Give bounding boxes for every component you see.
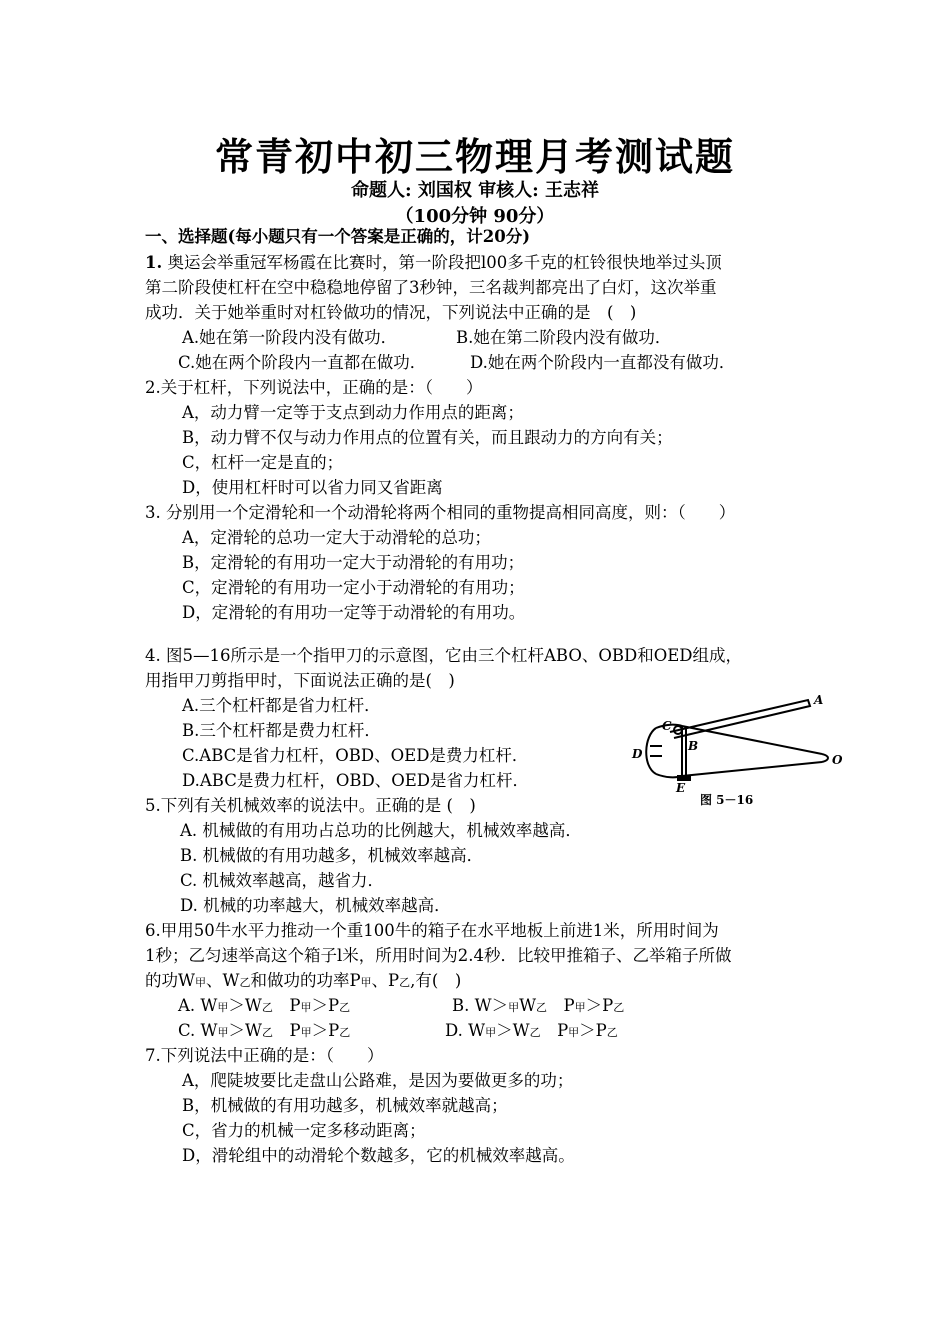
q6-option-d: [445, 1021, 618, 1043]
q1-option-b: B.她在第二阶段内没有做功．: [456, 328, 672, 347]
subscript-jia: 甲: [485, 1026, 497, 1039]
q5-option-d: D. 机械的功率越大，机械效率越高．: [180, 896, 451, 915]
figure-label-b: B: [688, 739, 699, 753]
q6-option-c: [178, 1021, 350, 1043]
q5-option-b: B. 机械做的有用功越多，机械效率越高．: [180, 846, 484, 865]
subscript-jia: 甲: [217, 1001, 229, 1014]
q2-stem: 2.关于杠杆，下列说法中，正确的是：（ ）: [145, 378, 483, 397]
figure-label-d: D: [632, 747, 643, 761]
authors-line: 命题人: 刘国权 审核人: 王志祥: [350, 180, 600, 201]
q7-option-b: B，机械做的有用功越多，机械效率就越高；: [182, 1096, 508, 1115]
q1-number: 1.: [145, 253, 163, 272]
subscript-yi: 乙: [339, 1026, 351, 1039]
q2-option-c: C，杠杆一定是直的；: [182, 453, 344, 472]
subscript-jia: 甲: [568, 1026, 580, 1039]
nail-clipper-drawing: [646, 700, 828, 780]
q6-opt-text: W: [519, 996, 537, 1015]
q7-stem: 7.下列说法中正确的是：（ ）: [145, 1046, 384, 1065]
subscript-jia: 甲: [508, 1001, 520, 1014]
q1-option-a: A.她在第一阶段内没有做功．: [182, 328, 398, 347]
q6-line1: 6.甲用50牛水平力推动一个重100牛的箱子在水平地板上前进1米，所用时间为: [145, 921, 719, 940]
q3-option-d: D，定滑轮的有用功一定等于动滑轮的有用功。: [182, 603, 526, 622]
q6-opt-text: A. W: [178, 996, 218, 1015]
q6-text: 、W: [205, 971, 240, 990]
q1-line3: 成功．关于她举重时对杠铃做功的情况，下列说法中正确的是 ( ): [145, 303, 637, 322]
q3-stem: 3. 分别用一个定滑轮和一个动滑轮将两个相同的重物提高相同高度，则：（ ）: [145, 503, 736, 522]
page-title: 常青初中初三物理月考测试题: [214, 134, 735, 179]
subscript-yi: 乙: [261, 1001, 273, 1014]
pivot-end: [822, 754, 828, 762]
pin-base-e: [678, 776, 690, 780]
subscript-jia: 甲: [300, 1026, 312, 1039]
subscript-yi: 乙: [261, 1026, 273, 1039]
q6-opt-text: ＞P: [311, 996, 340, 1015]
figure-label-a: A: [814, 693, 824, 707]
blade-edges: [650, 746, 662, 756]
q1-line2: 第二阶段使杠杆在空中稳稳地停留了3秒钟，三名裁判都亮出了白灯，这次举重: [145, 278, 717, 297]
q6-opt-text: ＞W: [228, 1021, 262, 1040]
q3-option-c: C，定滑轮的有用功一定小于动滑轮的有用功；: [182, 578, 525, 597]
subscript-yi: 乙: [536, 1001, 548, 1014]
q4-option-a: A.三个杠杆都是省力杠杆．: [182, 696, 381, 715]
q7-option-d: D，滑轮组中的动滑轮个数越多，它的机械效率越高。: [182, 1146, 575, 1165]
q1-option-d: D.她在两个阶段内一直都没有做功．: [470, 353, 736, 372]
subscript-jia: 甲: [194, 976, 206, 989]
subscript-yi: 乙: [613, 1001, 625, 1014]
figure-caption: 图 5－16: [700, 793, 754, 807]
q3-option-a: A，定滑轮的总功一定大于动滑轮的总功；: [182, 528, 491, 547]
q4-option-d: D.ABC是费力杠杆，OBD、OED是省力杠杆．: [182, 771, 530, 790]
subscript-yi: 乙: [606, 1026, 618, 1039]
pin-be: [682, 726, 686, 778]
q5-stem: 5.下列有关机械效率的说法中。正确的是 ( ): [145, 796, 476, 815]
q6-opt-text: P: [547, 996, 575, 1015]
section-heading: 一、选择题(每小题只有一个答案是正确的，计20分): [145, 227, 531, 246]
q4-option-b: B.三个杠杆都是费力杠杆．: [182, 721, 381, 740]
q7-option-c: C，省力的机械一定多移动距离；: [182, 1121, 426, 1140]
q4-line2: 用指甲刀剪指甲时，下面说法正确的是( ): [145, 671, 455, 690]
q6-line2: 1秒；乙匀速举高这个箱子l米，所用时间为2.4秒．比较甲推箱子、乙举箱子所做: [145, 946, 732, 965]
q6-text: 和做功的功率P: [250, 971, 361, 990]
subscript-jia: 甲: [300, 1001, 312, 1014]
q6-option-b: [452, 996, 624, 1018]
q6-opt-text: D. W: [445, 1021, 486, 1040]
subscript-yi: 乙: [399, 976, 411, 989]
q6-opt-text: P: [540, 1021, 569, 1040]
q6-line3: [145, 971, 461, 993]
clipper-head: [646, 728, 656, 774]
figure-label-e: E: [676, 781, 686, 795]
q6-opt-text: ＞P: [311, 1021, 340, 1040]
q4-line1: 4. 图5—16所示是一个指甲刀的示意图，它由三个杠杆ABO、OBD和OED组成，: [145, 646, 743, 665]
q6-opt-text: P: [272, 1021, 301, 1040]
q2-option-a: A，动力臂一定等于支点到动力作用点的距离；: [182, 403, 524, 422]
q6-text: 、P: [371, 971, 400, 990]
nail-clipper-figure: [626, 690, 854, 810]
q6-opt-text: ＞P: [579, 1021, 607, 1040]
subscript-yi: 乙: [529, 1026, 541, 1039]
q6-text: ,有( ): [410, 971, 462, 990]
q1-line1-text: 奥运会举重冠军杨霞在比赛时，第一阶段把l00多千克的杠铃很快地举过头顶: [162, 253, 722, 272]
q6-option-a: [178, 996, 350, 1018]
time-score-line: （100分钟 90分）: [395, 206, 555, 227]
subscript-jia: 甲: [360, 976, 372, 989]
q7-option-a: A，爬陡坡要比走盘山公路难，是因为要做更多的功；: [182, 1071, 574, 1090]
q6-opt-text: ＞W: [228, 996, 262, 1015]
q2-option-b: B，动力臂不仅与动力作用点的位置有关，而且跟动力的方向有关；: [182, 428, 673, 447]
subscript-jia: 甲: [574, 1001, 586, 1014]
figure-label-c: C: [662, 719, 672, 733]
figure-label-o: O: [832, 753, 843, 767]
q6-opt-text: C. W: [178, 1021, 218, 1040]
q4-option-c: C.ABC是省力杠杆，OBD、OED是费力杠杆．: [182, 746, 529, 765]
q5-option-a: A. 机械做的有用功占总功的比例越大，机械效率越高．: [180, 821, 582, 840]
q6-opt-text: ＞W: [496, 1021, 530, 1040]
subscript-yi: 乙: [239, 976, 251, 989]
q6-opt-text: P: [272, 996, 301, 1015]
subscript-yi: 乙: [339, 1001, 351, 1014]
q6-opt-text: B. W＞: [452, 996, 509, 1015]
q6-opt-text: ＞P: [585, 996, 614, 1015]
q5-option-c: C. 机械效率越高，越省力．: [180, 871, 385, 890]
q3-option-b: B，定滑轮的有用功一定大于动滑轮的有用功；: [182, 553, 525, 572]
q1-option-c: C.她在两个阶段内一直都在做功．: [178, 353, 427, 372]
q1-line1: [145, 253, 722, 273]
subscript-jia: 甲: [217, 1026, 229, 1039]
q2-option-d: D，使用杠杆时可以省力同又省距离: [182, 478, 443, 497]
q6-text: 的功W: [145, 971, 195, 990]
lever-arm-a: [670, 700, 810, 738]
